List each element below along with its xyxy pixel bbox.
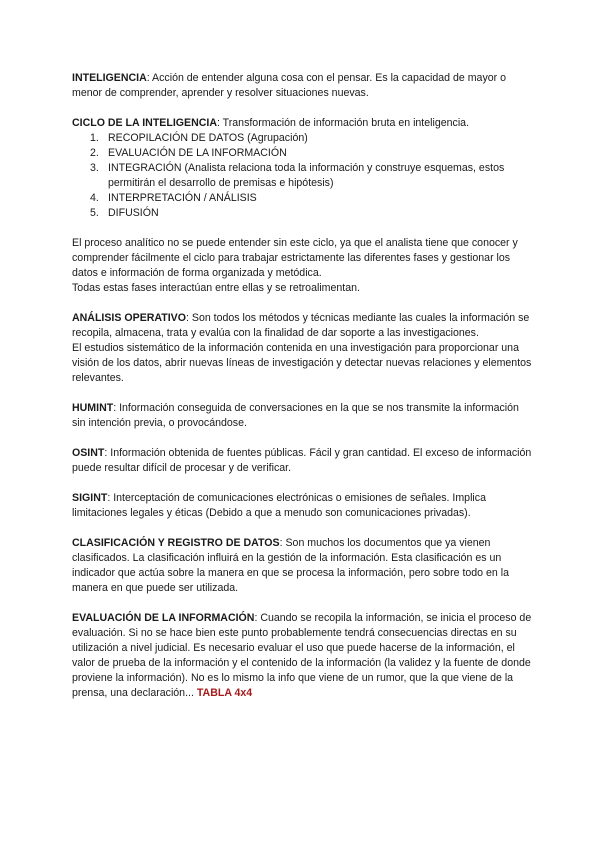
paragraph-proceso-analitico: El proceso analítico no se puede entender sin este ciclo, ya que el analista tiene que conocer y comprender fácilmente el ciclo para trabajar estrictamente las diferentes fases y gestionar los datos e información de forma organizada y metódica. [72, 237, 518, 279]
document-page [72, 71, 532, 701]
term-analisis-operativo: ANÁLISIS OPERATIVO [72, 312, 186, 324]
term-clasificacion: CLASIFICACIÓN Y REGISTRO DE DATOS [72, 537, 280, 549]
term-ciclo: CICLO DE LA INTELIGENCIA [72, 117, 217, 129]
tabla-highlight: TABLA 4x4 [196, 687, 253, 699]
term-sigint: SIGINT [72, 492, 108, 504]
list-item: 3. INTEGRACIÓN (Analista relaciona toda la información y construye esquemas, estos permitirán el desarrollo de premisas e hipótesis) [90, 162, 505, 189]
list-item: 5. DIFUSIÓN [90, 207, 159, 219]
paragraph-humint: HUMINT: Información conseguida de conversaciones en la que se nos transmite la información sin intención previa, o provocándose. [72, 402, 519, 429]
list-item: 2. EVALUACIÓN DE LA INFORMACIÓN [90, 147, 287, 159]
term-osint: OSINT [72, 447, 105, 459]
paragraph-inteligencia: INTELIGENCIA: Acción de entender alguna cosa con el pensar. Es la capacidad de mayor o menor de comprender, aprender y resolver situaciones nuevas. [72, 72, 506, 99]
cycle-list [72, 131, 532, 221]
term-evaluacion: EVALUACIÓN DE LA INFORMACIÓN [72, 612, 255, 624]
paragraph-fases: Todas estas fases interactúan entre ellas y se retroalimentan. [72, 282, 360, 294]
term-humint: HUMINT [72, 402, 114, 414]
list-item: 4. INTERPRETACIÓN / ANÁLISIS [90, 192, 257, 204]
paragraph-osint: OSINT: Información obtenida de fuentes públicas. Fácil y gran cantidad. El exceso de información puede resultar difícil de procesar y de verificar. [72, 447, 532, 474]
paragraph-estudio-sistematico: El estudios sistemático de la información contenida en una investigación para proporcionar una visión de los datos, abrir nuevas líneas de investigación y detectar nuevas relaciones y elementos relevantes. [72, 342, 532, 384]
paragraph-evaluacion: EVALUACIÓN DE LA INFORMACIÓN: Cuando se recopila la información, se inicia el proceso de evaluación. Si no se hace bien este punto probablemente tendrá consecuencias directas en su utilización a nivel judicial. Es necesario evaluar el uso que puede hacerse de la información, el valor de prueba de la información y el contenido de la información (la validez y la fuente de donde proviene la información). No es lo mismo la info que viene de un rumor, que la que viene de la prensa, una declaración... TABLA 4x4 [72, 612, 532, 699]
paragraph-sigint: SIGINT: Interceptación de comunicaciones electrónicas o emisiones de señales. Implica limitaciones legales y éticas (Debido a que a menudo son comunicaciones privadas). [72, 492, 486, 519]
paragraph-clasificacion: CLASIFICACIÓN Y REGISTRO DE DATOS: Son muchos los documentos que ya vienen clasificados. La clasificación influirá en la gestión de la información. Esta clasificación es un indicador que actúa sobre la manera en que se procesa la información, pero sobre todo en la manera en que puede ser utilizada. [72, 537, 509, 594]
paragraph-ciclo: CICLO DE LA INTELIGENCIA: Transformación de información bruta en inteligencia. [72, 117, 470, 129]
paragraph-analisis-operativo: ANÁLISIS OPERATIVO: Son todos los métodos y técnicas mediante las cuales la información se recopila, almacena, trata y evalúa con la finalidad de dar soporte a las investigaciones. [72, 312, 530, 339]
term-inteligencia: INTELIGENCIA [72, 72, 147, 84]
list-item: 1. RECOPILACIÓN DE DATOS (Agrupación) [90, 132, 308, 144]
